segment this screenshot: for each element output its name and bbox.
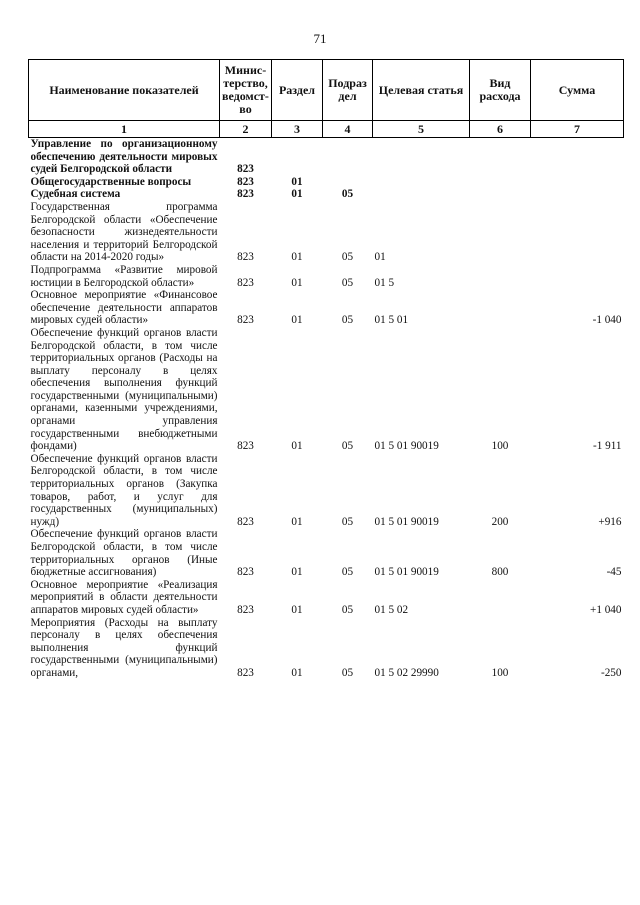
table-row xyxy=(29,138,624,176)
row-name: Основное мероприятие «Финансовое обеспечение деятельности аппаратов мировых судей области» xyxy=(30,289,218,327)
column-header-ministry: Минис-терство, ведомст-во xyxy=(220,60,272,121)
row-ministry-code: 823 xyxy=(237,175,254,188)
row-target-article xyxy=(373,138,470,176)
table-row xyxy=(29,201,624,264)
row-section-code: 01 xyxy=(291,175,303,188)
column-number: 6 xyxy=(470,121,531,138)
table-header-row xyxy=(29,60,624,121)
column-header-subsection: Подраз дел xyxy=(323,60,373,121)
row-section-code: 01 xyxy=(291,515,303,528)
row-ministry-code: 823 xyxy=(237,566,254,579)
row-section-code: 01 xyxy=(291,251,303,264)
row-sum: +916 xyxy=(598,515,622,528)
row-subsection-code: 05 xyxy=(341,666,354,679)
row-target-article: 01 5 xyxy=(374,276,395,289)
column-header-name: Наименование показателей xyxy=(29,60,220,121)
row-section-code: 01 xyxy=(291,276,303,289)
row-ministry-code: 823 xyxy=(237,163,254,176)
row-target-article: 01 5 01 xyxy=(374,314,409,327)
row-target-article: 01 5 02 xyxy=(374,603,409,616)
row-expense-type xyxy=(470,188,531,201)
row-expense-type xyxy=(470,264,531,289)
column-number: 2 xyxy=(220,121,272,138)
row-name: Обеспечение функций органов власти Белгородской области, в том числе территориальных органов (Закупка товаров, работ, и услуг для государственных (муниципальных) нужд) xyxy=(30,452,218,528)
row-sum xyxy=(531,138,624,176)
table-row xyxy=(29,453,624,529)
row-expense-type xyxy=(470,138,531,176)
row-name: Государственная программа Белгородской области «Обеспечение безопасности жизнедеятельности населения и территорий Белгородской области на 2014-2020 годы» xyxy=(30,200,218,264)
table-row xyxy=(29,176,624,189)
row-target-article: 01 5 01 90019 xyxy=(374,515,439,528)
row-ministry-code: 823 xyxy=(237,276,254,289)
row-expense-type: 100 xyxy=(491,666,509,679)
row-target-article: 01 5 02 29990 xyxy=(374,666,439,679)
row-sum: -1 040 xyxy=(592,314,622,327)
row-expense-type xyxy=(470,176,531,189)
row-ministry-code: 823 xyxy=(237,188,254,201)
row-target-article xyxy=(373,176,470,189)
row-section-code xyxy=(272,138,323,176)
row-expense-type xyxy=(470,289,531,327)
row-name: Обеспечение функций органов власти Белгородской области, в том числе территориальных органов (Расходы на выплату персоналу в целях обеспечения выполнения функций государственными (муниципальными) органами, казенными учреждениями, органами управления государственными внебюджетными фондами) xyxy=(30,326,218,453)
row-target-article xyxy=(373,188,470,201)
row-ministry-code: 823 xyxy=(237,666,254,679)
row-name: Основное мероприятие «Реализация мероприятий в области деятельности аппаратов мировых судей области» xyxy=(30,578,218,616)
table-row xyxy=(29,579,624,617)
table-row xyxy=(29,617,624,680)
budget-table xyxy=(28,59,624,680)
row-target-article: 01 5 01 90019 xyxy=(374,566,439,579)
column-header-target: Целевая статья xyxy=(373,60,470,121)
row-ministry-code: 823 xyxy=(237,314,254,327)
row-name: Обеспечение функций органов власти Белгородской области, в том числе территориальных органов (Иные бюджетные ассигнования) xyxy=(30,528,218,579)
row-section-code: 01 xyxy=(291,188,303,201)
row-name: Подпрограмма «Развитие мировой юстиции в Белгородской области» xyxy=(30,263,218,289)
table-row xyxy=(29,327,624,453)
row-subsection-code xyxy=(323,138,373,176)
row-subsection-code: 05 xyxy=(341,603,354,616)
column-number: 4 xyxy=(323,121,373,138)
table-row xyxy=(29,528,624,578)
row-expense-type: 100 xyxy=(491,440,509,453)
table-row xyxy=(29,264,624,289)
row-sum: -250 xyxy=(600,666,622,679)
row-sum: -1 911 xyxy=(593,440,622,453)
row-name: Мероприятия (Расходы на выплату персоналу в целях обеспечения выполнения функций государственными (муниципальными) органами, xyxy=(30,616,218,679)
row-expense-type xyxy=(470,201,531,264)
row-name: Управление по организационному обеспечению деятельности мировых судей Белгородской области xyxy=(30,138,218,176)
column-number-row xyxy=(29,121,624,138)
row-ministry-code: 823 xyxy=(237,603,254,616)
row-section-code: 01 xyxy=(291,440,303,453)
row-subsection-code: 05 xyxy=(341,276,354,289)
column-header-section: Раздел xyxy=(272,60,323,121)
row-section-code: 01 xyxy=(291,666,303,679)
row-target-article: 01 5 01 90019 xyxy=(374,440,439,453)
row-subsection-code xyxy=(323,176,373,189)
row-name: Общегосударственные вопросы xyxy=(30,175,192,188)
row-sum xyxy=(531,176,624,189)
row-subsection-code: 05 xyxy=(341,314,354,327)
table-row xyxy=(29,188,624,201)
row-target-article: 01 xyxy=(374,251,386,264)
row-subsection-code: 05 xyxy=(341,566,354,579)
row-subsection-code: 05 xyxy=(341,440,354,453)
column-header-sum: Сумма xyxy=(531,60,624,121)
row-expense-type: 200 xyxy=(491,515,509,528)
row-ministry-code: 823 xyxy=(237,515,254,528)
row-ministry-code: 823 xyxy=(237,251,254,264)
page-number: 71 xyxy=(313,31,327,46)
row-ministry-code: 823 xyxy=(237,440,254,453)
row-subsection-code: 05 xyxy=(341,515,354,528)
row-section-code: 01 xyxy=(291,566,303,579)
column-number: 3 xyxy=(272,121,323,138)
row-sum xyxy=(531,188,624,201)
row-sum xyxy=(531,264,624,289)
row-name: Судебная система xyxy=(30,188,121,201)
row-expense-type: 800 xyxy=(491,566,509,579)
row-section-code: 01 xyxy=(291,314,303,327)
column-header-type: Вид расхода xyxy=(470,60,531,121)
column-number: 7 xyxy=(531,121,624,138)
table-row xyxy=(29,289,624,327)
column-number: 5 xyxy=(373,121,470,138)
row-sum: -45 xyxy=(606,566,622,579)
row-sum xyxy=(531,201,624,264)
table-body xyxy=(29,138,624,680)
column-number: 1 xyxy=(29,121,220,138)
row-subsection-code: 05 xyxy=(341,251,354,264)
row-sum: +1 040 xyxy=(590,603,622,616)
row-expense-type xyxy=(470,579,531,617)
row-section-code: 01 xyxy=(291,603,303,616)
row-subsection-code: 05 xyxy=(341,188,354,201)
